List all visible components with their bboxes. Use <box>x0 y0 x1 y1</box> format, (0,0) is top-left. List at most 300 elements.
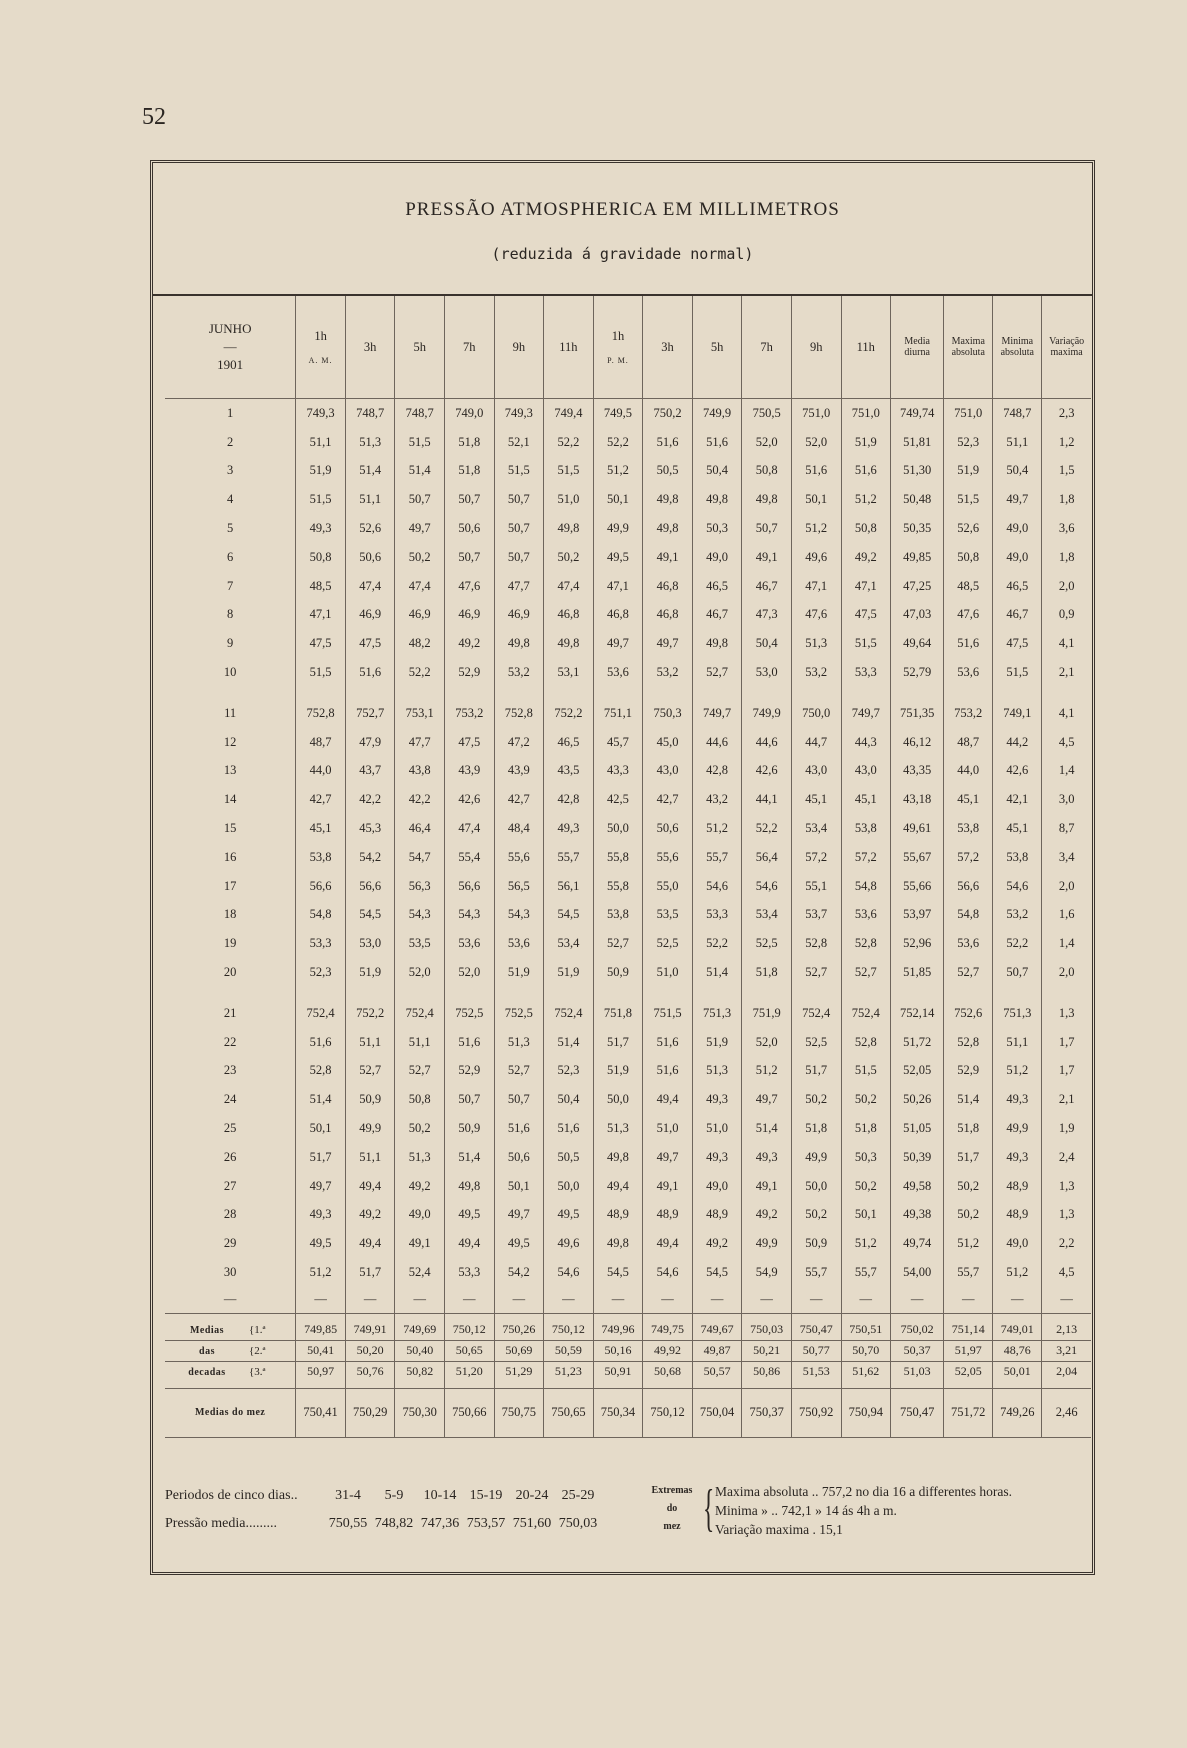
value-cell: 51,7 <box>345 1258 395 1287</box>
value-cell: 751,35 <box>891 699 944 728</box>
value-cell: 750,0 <box>791 699 841 728</box>
value-cell: 51,9 <box>345 958 395 987</box>
variacao-header: Variação maxima <box>1042 296 1091 399</box>
gap-cell <box>544 687 594 699</box>
value-cell: 55,7 <box>944 1258 993 1287</box>
value-cell: 50,0 <box>593 1085 643 1114</box>
value-cell: 49,5 <box>296 1229 346 1258</box>
day-cell: 17 <box>223 878 237 893</box>
value-cell: 46,7 <box>993 601 1042 630</box>
decade-label-cell <box>165 1313 296 1340</box>
value-cell: 53,3 <box>445 1258 495 1287</box>
value-cell: 49,8 <box>692 485 742 514</box>
value-cell: 51,03 <box>891 1361 944 1388</box>
value-cell: 752,5 <box>494 999 544 1028</box>
value-cell: 53,7 <box>791 901 841 930</box>
value-cell: 49,8 <box>494 629 544 658</box>
value-cell: 47,4 <box>445 814 495 843</box>
day-cell: 18 <box>223 907 237 922</box>
dash-cell: — <box>944 1287 993 1314</box>
value-cell: 53,3 <box>841 658 891 687</box>
value-cell: 49,7 <box>296 1172 346 1201</box>
value-cell: 51,7 <box>593 1028 643 1057</box>
value-cell: 52,2 <box>593 428 643 457</box>
value-cell: 50,70 <box>841 1340 891 1361</box>
value-cell: 51,1 <box>395 1028 445 1057</box>
value-cell: 1,2 <box>1042 428 1091 457</box>
table-row <box>165 1057 1091 1086</box>
hour-label: 3h <box>363 339 377 354</box>
period-value: 20-24 <box>515 1488 549 1503</box>
day-cell: 12 <box>223 734 237 749</box>
value-cell: 47,1 <box>296 601 346 630</box>
dash-cell: — <box>593 1287 643 1314</box>
value-cell: 50,6 <box>494 1143 544 1172</box>
day-cell: 14 <box>223 792 237 807</box>
value-cell: 50,7 <box>993 958 1042 987</box>
value-cell: 51,1 <box>993 1028 1042 1057</box>
value-cell: 42,1 <box>993 785 1042 814</box>
value-cell: 50,2 <box>944 1172 993 1201</box>
value-cell: 49,3 <box>742 1143 792 1172</box>
gap-cell <box>593 987 643 999</box>
value-cell: 57,2 <box>944 843 993 872</box>
value-cell: 47,6 <box>791 601 841 630</box>
page-number: 52 <box>142 104 166 130</box>
value-cell: 2,0 <box>1042 958 1091 987</box>
value-cell: 49,8 <box>445 1172 495 1201</box>
value-cell: 49,2 <box>742 1201 792 1230</box>
value-cell: 749,75 <box>643 1313 693 1340</box>
pm-label: P. M. <box>607 356 629 365</box>
value-cell: 50,7 <box>445 485 495 514</box>
table-row <box>165 1114 1091 1143</box>
value-cell: 49,2 <box>345 1201 395 1230</box>
value-cell: 751,8 <box>593 999 643 1028</box>
value-cell: 51,6 <box>345 658 395 687</box>
table-row <box>165 901 1091 930</box>
value-cell: 50,6 <box>345 543 395 572</box>
gap-cell <box>742 987 792 999</box>
pressure-value: 751,60 <box>512 1516 552 1531</box>
gap-cell <box>841 987 891 999</box>
value-cell: 51,6 <box>494 1114 544 1143</box>
value-cell: 750,41 <box>296 1388 346 1437</box>
value-cell: 50,59 <box>544 1340 594 1361</box>
day-cell: 3 <box>227 463 234 478</box>
value-cell: 47,9 <box>345 728 395 757</box>
value-cell: 53,2 <box>791 658 841 687</box>
gap-cell <box>494 987 544 999</box>
value-cell: 47,2 <box>494 728 544 757</box>
value-cell: 54,5 <box>544 901 594 930</box>
value-cell: 49,4 <box>345 1172 395 1201</box>
value-cell: 53,1 <box>544 658 594 687</box>
value-cell: 53,3 <box>296 929 346 958</box>
periods-row <box>165 1482 601 1510</box>
value-cell: 54,3 <box>494 901 544 930</box>
table-row <box>165 1172 1091 1201</box>
value-cell: 50,9 <box>345 1085 395 1114</box>
dash-cell: — <box>841 1287 891 1314</box>
value-cell: 51,2 <box>692 814 742 843</box>
value-cell: 52,7 <box>345 1057 395 1086</box>
value-cell: 51,9 <box>841 428 891 457</box>
value-cell: 2,1 <box>1042 658 1091 687</box>
value-cell: 752,6 <box>944 999 993 1028</box>
value-cell: 42,5 <box>593 785 643 814</box>
value-cell: 49,3 <box>544 814 594 843</box>
gap-cell <box>165 687 296 699</box>
value-cell: 50,7 <box>494 1085 544 1114</box>
value-cell: 54,6 <box>742 872 792 901</box>
value-cell: 51,8 <box>445 457 495 486</box>
value-cell: 49,7 <box>742 1085 792 1114</box>
value-cell: 50,1 <box>791 485 841 514</box>
value-cell: 46,7 <box>692 601 742 630</box>
value-cell: 54,5 <box>345 901 395 930</box>
decade-label-cell <box>165 1361 296 1388</box>
value-cell: 56,1 <box>544 872 594 901</box>
value-cell: 50,5 <box>544 1143 594 1172</box>
table-row <box>165 872 1091 901</box>
gap-cell <box>395 987 445 999</box>
value-cell: 49,7 <box>643 629 693 658</box>
value-cell: 55,0 <box>643 872 693 901</box>
value-cell: 51,3 <box>593 1114 643 1143</box>
value-cell: 8,7 <box>1042 814 1091 843</box>
value-cell: 752,8 <box>494 699 544 728</box>
value-cell: 50,2 <box>791 1085 841 1114</box>
value-cell: 44,7 <box>791 728 841 757</box>
value-cell: 45,0 <box>643 728 693 757</box>
value-cell: 749,69 <box>395 1313 445 1340</box>
decade-gap <box>165 687 1091 699</box>
value-cell: 749,5 <box>593 399 643 428</box>
value-cell: 46,8 <box>593 601 643 630</box>
value-cell: 750,51 <box>841 1313 891 1340</box>
value-cell: 749,1 <box>993 699 1042 728</box>
decade-mean-row <box>165 1340 1091 1361</box>
table-row <box>165 958 1091 987</box>
value-cell: 49,9 <box>742 1229 792 1258</box>
value-cell: 55,8 <box>593 872 643 901</box>
value-cell: 752,4 <box>841 999 891 1028</box>
value-cell: 750,37 <box>742 1388 792 1437</box>
day-cell: 15 <box>223 821 237 836</box>
value-cell: 750,03 <box>742 1313 792 1340</box>
gap-cell <box>395 687 445 699</box>
value-cell: 51,2 <box>296 1258 346 1287</box>
value-cell: 50,40 <box>395 1340 445 1361</box>
table-row <box>165 1258 1091 1287</box>
dash-row <box>165 1287 1091 1314</box>
table-row <box>165 629 1091 658</box>
value-cell: 46,5 <box>993 572 1042 601</box>
day-cell: 21 <box>223 1005 237 1020</box>
value-cell: 55,6 <box>494 843 544 872</box>
value-cell: 50,6 <box>445 514 495 543</box>
value-cell: 49,8 <box>593 1229 643 1258</box>
gap-cell <box>445 987 495 999</box>
decade-group-label: Medias <box>189 1325 225 1337</box>
value-cell: 51,5 <box>841 629 891 658</box>
table-row <box>165 428 1091 457</box>
decade-number: {2.ª <box>249 1345 266 1358</box>
value-cell: 52,7 <box>692 658 742 687</box>
month-mean-row <box>165 1388 1091 1437</box>
value-cell: 46,8 <box>544 601 594 630</box>
value-cell: 750,34 <box>593 1388 643 1437</box>
value-cell: 50,76 <box>345 1361 395 1388</box>
value-cell: 44,6 <box>742 728 792 757</box>
day-cell: 20 <box>223 965 237 980</box>
day-cell: 29 <box>223 1236 237 1251</box>
value-cell: 51,3 <box>692 1057 742 1086</box>
value-cell: 49,8 <box>742 485 792 514</box>
value-cell: 48,76 <box>993 1340 1042 1361</box>
value-cell: 51,05 <box>891 1114 944 1143</box>
value-cell: 51,0 <box>643 958 693 987</box>
gap-cell <box>791 987 841 999</box>
day-cell: 13 <box>223 763 237 778</box>
value-cell: 53,2 <box>494 658 544 687</box>
value-cell: 46,7 <box>742 572 792 601</box>
gap-cell <box>643 687 693 699</box>
value-cell: 749,7 <box>841 699 891 728</box>
gap-cell <box>643 987 693 999</box>
period-value: 5-9 <box>384 1488 404 1503</box>
decade-number: {3.ª <box>249 1366 266 1379</box>
value-cell: 51,5 <box>296 658 346 687</box>
hour-header <box>345 296 395 399</box>
value-cell: 50,7 <box>494 543 544 572</box>
value-cell: 51,6 <box>841 457 891 486</box>
table-row <box>165 999 1091 1028</box>
value-cell: 49,61 <box>891 814 944 843</box>
value-cell: 52,5 <box>791 1028 841 1057</box>
value-cell: 47,6 <box>445 572 495 601</box>
value-cell: 52,2 <box>692 929 742 958</box>
value-cell: 47,25 <box>891 572 944 601</box>
value-cell: 49,5 <box>445 1201 495 1230</box>
value-cell: 56,6 <box>296 872 346 901</box>
value-cell: 51,7 <box>944 1143 993 1172</box>
value-cell: 52,0 <box>791 428 841 457</box>
hour-header <box>296 296 346 399</box>
value-cell: 43,0 <box>791 757 841 786</box>
value-cell: 50,57 <box>692 1361 742 1388</box>
value-cell: 50,8 <box>841 514 891 543</box>
value-cell: 53,2 <box>993 901 1042 930</box>
value-cell: 42,2 <box>345 785 395 814</box>
dash-cell: — <box>345 1287 395 1314</box>
value-cell: 750,26 <box>494 1313 544 1340</box>
value-cell: 49,9 <box>345 1114 395 1143</box>
value-cell: 51,9 <box>296 457 346 486</box>
day-cell: 7 <box>227 578 234 593</box>
value-cell: 47,5 <box>296 629 346 658</box>
value-cell: 47,5 <box>993 629 1042 658</box>
day-cell: 9 <box>227 636 234 651</box>
value-cell: 48,2 <box>395 629 445 658</box>
value-cell: 43,0 <box>841 757 891 786</box>
value-cell: 43,35 <box>891 757 944 786</box>
value-cell: 43,8 <box>395 757 445 786</box>
value-cell: 1,4 <box>1042 929 1091 958</box>
value-cell: 51,23 <box>544 1361 594 1388</box>
value-cell: 52,7 <box>395 1057 445 1086</box>
hour-header <box>544 296 594 399</box>
value-cell: 46,5 <box>692 572 742 601</box>
value-cell: 52,3 <box>544 1057 594 1086</box>
value-cell: 52,5 <box>742 929 792 958</box>
value-cell: 51,1 <box>345 1028 395 1057</box>
value-cell: 54,2 <box>345 843 395 872</box>
day-cell: 16 <box>223 849 237 864</box>
value-cell: 47,03 <box>891 601 944 630</box>
value-cell: 53,3 <box>692 901 742 930</box>
value-cell: 2,0 <box>1042 572 1091 601</box>
value-cell: 54,2 <box>494 1258 544 1287</box>
hour-header <box>841 296 891 399</box>
value-cell: 51,3 <box>791 629 841 658</box>
value-cell: 49,8 <box>692 629 742 658</box>
gap-cell <box>445 687 495 699</box>
value-cell: 51,0 <box>692 1114 742 1143</box>
value-cell: 48,9 <box>643 1201 693 1230</box>
value-cell: 43,18 <box>891 785 944 814</box>
gap-cell <box>345 687 395 699</box>
value-cell: 44,6 <box>692 728 742 757</box>
value-cell: 51,9 <box>494 958 544 987</box>
value-cell: 51,0 <box>643 1114 693 1143</box>
value-cell: 49,4 <box>643 1229 693 1258</box>
value-cell: 49,1 <box>742 543 792 572</box>
value-cell: 49,2 <box>445 629 495 658</box>
value-cell: 751,3 <box>993 999 1042 1028</box>
table-row <box>165 814 1091 843</box>
day-cell: 24 <box>223 1092 237 1107</box>
value-cell: 750,12 <box>445 1313 495 1340</box>
value-cell: 45,1 <box>944 785 993 814</box>
value-cell: 43,0 <box>643 757 693 786</box>
value-cell: 50,35 <box>891 514 944 543</box>
value-cell: 51,4 <box>742 1114 792 1143</box>
gap-cell <box>791 687 841 699</box>
value-cell: 50,01 <box>993 1361 1042 1388</box>
day-cell: 8 <box>227 607 234 622</box>
value-cell: 50,7 <box>742 514 792 543</box>
value-cell: 49,8 <box>643 485 693 514</box>
period-value: 31-4 <box>335 1488 361 1503</box>
value-cell: 51,62 <box>841 1361 891 1388</box>
value-cell: 748,7 <box>345 399 395 428</box>
value-cell: 3,6 <box>1042 514 1091 543</box>
value-cell: 49,3 <box>993 1143 1042 1172</box>
value-cell: 44,3 <box>841 728 891 757</box>
day-cell: 30 <box>223 1265 237 1279</box>
value-cell: 50,8 <box>742 457 792 486</box>
value-cell: 48,9 <box>692 1201 742 1230</box>
value-cell: 49,0 <box>993 543 1042 572</box>
value-cell: 50,48 <box>891 485 944 514</box>
dash-cell: — <box>223 1292 237 1307</box>
value-cell: 54,5 <box>593 1258 643 1287</box>
value-cell: 53,8 <box>841 814 891 843</box>
gap-cell <box>593 687 643 699</box>
value-cell: 54,7 <box>395 843 445 872</box>
table-row <box>165 457 1091 486</box>
value-cell: 42,8 <box>692 757 742 786</box>
value-cell: 50,5 <box>643 457 693 486</box>
value-cell: 750,02 <box>891 1313 944 1340</box>
value-cell: 49,7 <box>593 629 643 658</box>
day-cell: 5 <box>227 521 234 536</box>
periods-block <box>165 1482 601 1538</box>
maxima-header: Maxima absoluta <box>944 296 993 399</box>
pressure-value: 753,57 <box>466 1516 506 1531</box>
table-row <box>165 843 1091 872</box>
am-label: A. M. <box>308 356 333 365</box>
value-cell: 752,2 <box>345 999 395 1028</box>
value-cell: 750,3 <box>643 699 693 728</box>
value-cell: 49,4 <box>643 1085 693 1114</box>
value-cell: 52,1 <box>494 428 544 457</box>
gap-cell <box>494 687 544 699</box>
value-cell: 44,0 <box>296 757 346 786</box>
value-cell: 2,1 <box>1042 1085 1091 1114</box>
value-cell: 50,20 <box>345 1340 395 1361</box>
value-cell: 3,4 <box>1042 843 1091 872</box>
value-cell: 750,47 <box>791 1313 841 1340</box>
hour-label: 7h <box>760 339 773 354</box>
value-cell: 750,94 <box>841 1388 891 1437</box>
value-cell: 51,2 <box>593 457 643 486</box>
value-cell: 50,9 <box>445 1114 495 1143</box>
value-cell: 53,6 <box>494 929 544 958</box>
value-cell: 54,8 <box>296 901 346 930</box>
value-cell: 47,5 <box>445 728 495 757</box>
day-cell: 28 <box>223 1207 237 1222</box>
value-cell: 49,2 <box>841 543 891 572</box>
value-cell: 2,04 <box>1042 1361 1091 1388</box>
value-cell: 753,2 <box>445 699 495 728</box>
value-cell: 49,2 <box>692 1229 742 1258</box>
decade-label-cell <box>165 1340 296 1361</box>
value-cell: 752,2 <box>544 699 594 728</box>
value-cell: 51,4 <box>944 1085 993 1114</box>
value-cell: 52,9 <box>445 1057 495 1086</box>
day-cell: 4 <box>227 492 234 507</box>
dash-cell: — <box>993 1287 1042 1314</box>
value-cell: 750,12 <box>544 1313 594 1340</box>
value-cell: 2,2 <box>1042 1229 1091 1258</box>
day-cell: 19 <box>223 936 237 951</box>
hour-header <box>692 296 742 399</box>
value-cell: 749,4 <box>544 399 594 428</box>
extremes-label-line: Extremas <box>651 1485 693 1496</box>
value-cell: 752,5 <box>445 999 495 1028</box>
hour-label: 9h <box>512 339 526 354</box>
value-cell: 54,3 <box>445 901 495 930</box>
value-cell: 47,4 <box>395 572 445 601</box>
value-cell: 50,4 <box>544 1085 594 1114</box>
value-cell: 51,9 <box>593 1057 643 1086</box>
value-cell: 49,3 <box>993 1085 1042 1114</box>
value-cell: 751,3 <box>692 999 742 1028</box>
value-cell: 2,0 <box>1042 872 1091 901</box>
